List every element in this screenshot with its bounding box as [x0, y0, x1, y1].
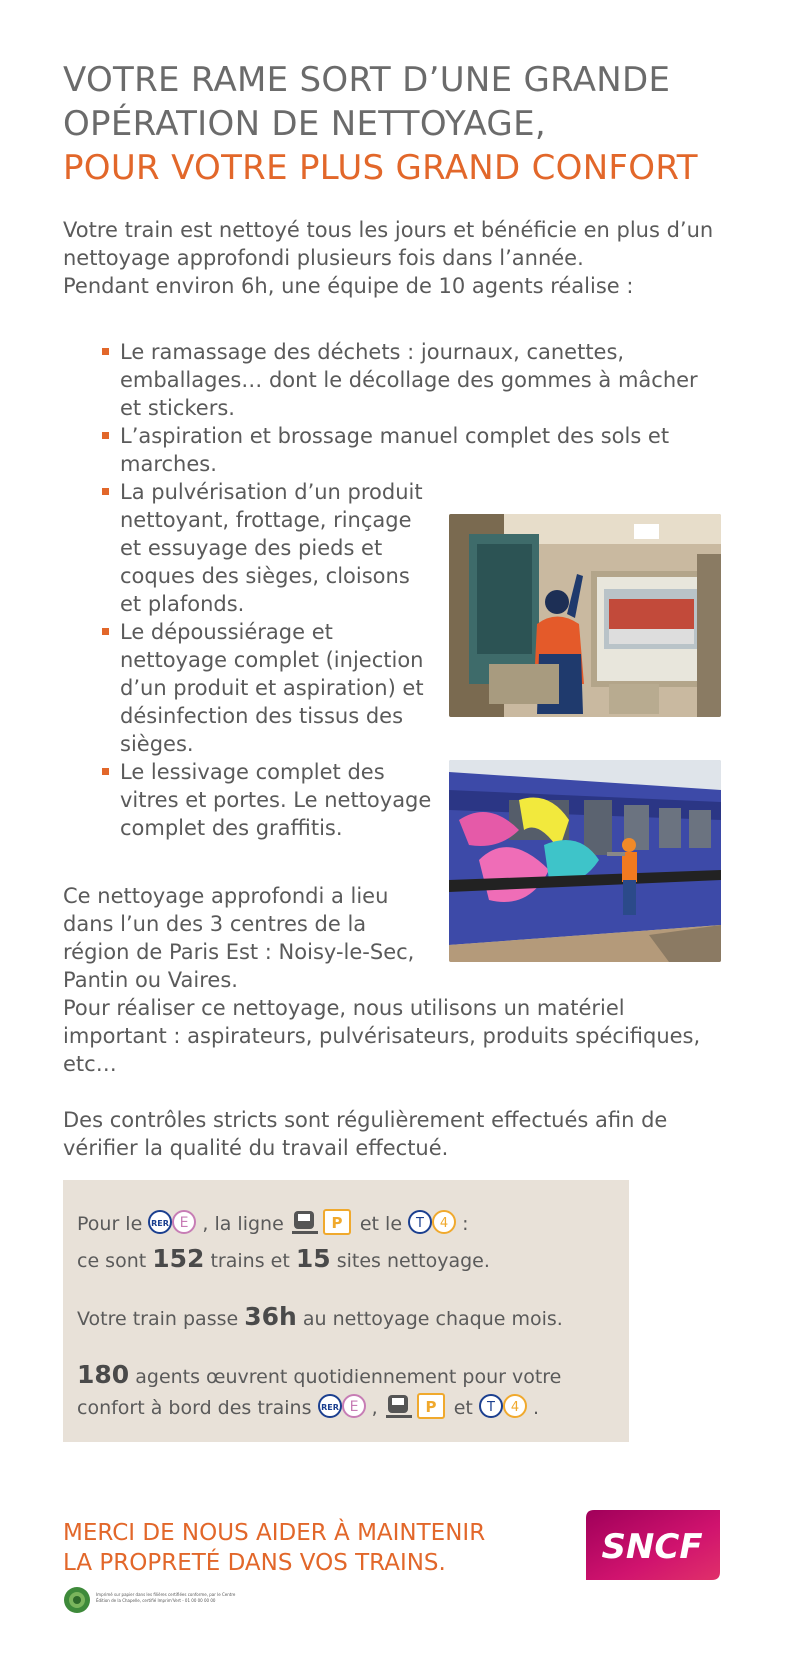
tram-t4-icon	[408, 1209, 456, 1240]
svg-text:E: E	[349, 1399, 358, 1415]
list-item-line: et essuyage des pieds et	[120, 536, 383, 560]
recycling-seal-icon	[63, 1586, 91, 1618]
list-item-line: L’aspiration et brossage manuel complet des sols et	[120, 424, 670, 448]
list-item-line: emballages… dont le décollage des gommes à mâcher	[120, 368, 698, 392]
stats-text: , la ligne	[202, 1213, 284, 1235]
list-item-line: vitres et portes. Le nettoyage	[120, 788, 432, 812]
intro-paragraph	[63, 216, 713, 300]
stats-number: 152	[152, 1244, 205, 1273]
sncf-logo	[586, 1510, 720, 1584]
legal-line: Édition de la Chapelle, certifié Imprim'Vert - 01 00 00 00 00	[96, 1598, 216, 1603]
footer-line: MERCI DE NOUS AIDER À MAINTENIR	[63, 1520, 486, 1546]
svg-text:P: P	[425, 1398, 437, 1416]
stats-text: confort à bord des trains	[77, 1397, 312, 1419]
list-item-line: Le ramassage des déchets : journaux, canettes,	[120, 340, 625, 364]
footer-line: LA PROPRETÉ DANS VOS TRAINS.	[63, 1550, 446, 1576]
intro-line: Pendant environ 6h, une équipe de 10 agents réalise :	[63, 274, 634, 298]
centers-line: Ce nettoyage approfondi a lieu	[63, 884, 389, 908]
centers-line: Pour réaliser ce nettoyage, nous utilisons un matériel	[63, 996, 625, 1020]
stats-text: trains et	[210, 1250, 290, 1272]
svg-text:RER: RER	[320, 1403, 339, 1412]
centers-paragraph	[63, 882, 700, 1078]
legal-line: Imprimé sur papier dans les filières certifiées conforme, par le Centre	[96, 1592, 236, 1597]
stats-text: .	[532, 1397, 540, 1419]
transilien-p-icon	[290, 1208, 354, 1241]
stats-text: :	[462, 1213, 469, 1235]
controls-line: vérifier la qualité du travail effectué.	[63, 1136, 449, 1160]
stats-line-trains	[77, 1244, 490, 1273]
list-item	[100, 422, 698, 478]
title-line-2: OPÉRATION DE NETTOYAGE,	[63, 104, 546, 144]
title-line-1: VOTRE RAME SORT D’UNE GRANDE	[63, 60, 671, 100]
svg-text:P: P	[331, 1214, 343, 1232]
stats-text: au nettoyage chaque mois.	[302, 1308, 563, 1330]
svg-text:4: 4	[510, 1400, 520, 1415]
controls-paragraph	[63, 1106, 667, 1162]
stats-text: ce sont	[77, 1250, 147, 1272]
stats-text: sites nettoyage.	[336, 1250, 490, 1272]
list-item-line: et plafonds.	[120, 592, 245, 616]
stats-line-comfort	[77, 1392, 539, 1425]
stats-line-lines	[77, 1208, 469, 1241]
intro-line: nettoyage approfondi plusieurs fois dans l’année.	[63, 246, 584, 270]
stats-text: et le	[359, 1213, 403, 1235]
stats-text: Votre train passe	[77, 1308, 239, 1330]
statistics-box	[63, 1180, 629, 1442]
stats-number: 180	[77, 1360, 130, 1389]
stats-text: Pour le	[77, 1213, 143, 1235]
stats-text: et	[453, 1397, 473, 1419]
centers-line: important : aspirateurs, pulvérisateurs, produits spécifiques,	[63, 1024, 701, 1048]
list-item-line: complet des graffitis.	[120, 816, 343, 840]
interior-cleaning-photo	[449, 514, 721, 717]
centers-line: dans l’un des 3 centres de la	[63, 912, 367, 936]
svg-text:SNCF: SNCF	[601, 1527, 703, 1567]
stats-line-agents	[77, 1360, 561, 1389]
rer-e-icon	[148, 1209, 196, 1240]
stats-number: 36h	[244, 1302, 297, 1331]
legal-notice	[96, 1592, 346, 1604]
stats-text: ,	[371, 1397, 378, 1419]
svg-text:RER: RER	[151, 1219, 170, 1228]
title-line-3: POUR VOTRE PLUS GRAND CONFORT	[63, 148, 698, 188]
stats-number: 15	[295, 1244, 331, 1273]
list-item-line: et stickers.	[120, 396, 235, 420]
list-item-line: Le dépoussiérage et	[120, 620, 333, 644]
list-item-line: sièges.	[120, 732, 194, 756]
list-item-line: coques des sièges, cloisons	[120, 564, 410, 588]
svg-text:4: 4	[439, 1216, 449, 1231]
centers-line: Pantin ou Vaires.	[63, 968, 238, 992]
stats-line-hours	[77, 1302, 563, 1331]
list-item-line: marches.	[120, 452, 217, 476]
list-item-line: nettoyage complet (injection	[120, 648, 424, 672]
centers-line: région de Paris Est : Noisy-le-Sec,	[63, 940, 415, 964]
intro-line: Votre train est nettoyé tous les jours et bénéficie en plus d’un	[63, 218, 714, 242]
list-item-line: La pulvérisation d’un produit	[120, 480, 423, 504]
rer-e-icon	[318, 1393, 366, 1424]
list-item-line: Le lessivage complet des	[120, 760, 385, 784]
stats-text: agents œuvrent quotidiennement pour votre	[135, 1366, 562, 1388]
svg-text:T: T	[416, 1216, 425, 1231]
tram-t4-icon	[479, 1393, 527, 1424]
controls-line: Des contrôles stricts sont régulièrement effectués afin de	[63, 1108, 668, 1132]
transilien-p-icon	[384, 1392, 448, 1425]
svg-text:E: E	[179, 1215, 189, 1231]
footer-message	[63, 1518, 485, 1578]
centers-line: etc…	[63, 1052, 117, 1076]
list-item-line: d’un produit et aspiration) et	[120, 676, 424, 700]
list-item-line: nettoyant, frottage, rinçage	[120, 508, 412, 532]
page-title	[63, 58, 763, 190]
list-item-line: désinfection des tissus des	[120, 704, 404, 728]
list-item	[100, 338, 698, 422]
svg-text:T: T	[486, 1400, 495, 1415]
